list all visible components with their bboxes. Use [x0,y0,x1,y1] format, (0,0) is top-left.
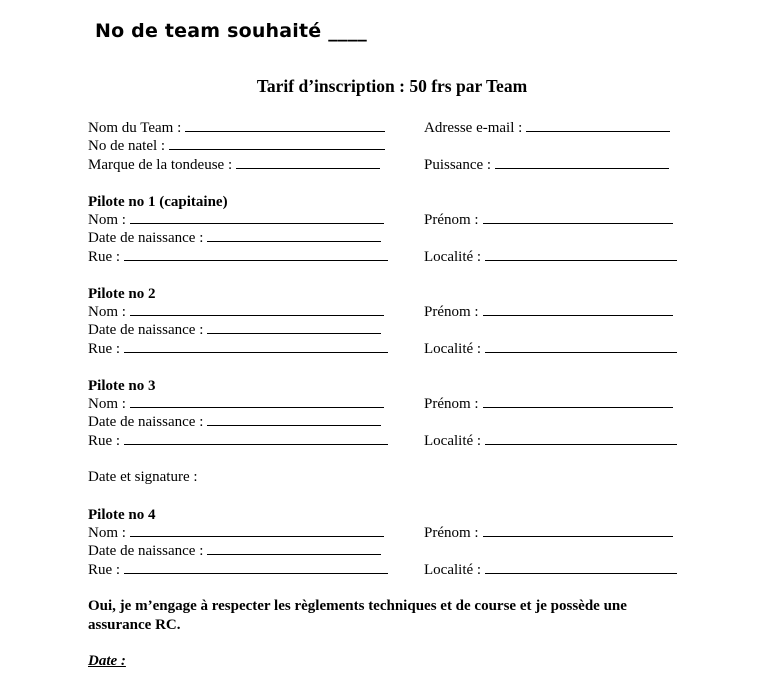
pilot-2-birthdate-field [88,321,381,339]
signature-label: Date et signature : [88,469,198,485]
pilot-4-birthdate-label: Date de naissance : [88,543,204,559]
pilot-1-name-field [88,211,384,229]
mower-brand-label: Marque de la tondeuse : [88,157,233,173]
pilot-4-name-field [88,524,384,542]
pilot-4-birthdate-line[interactable] [207,543,381,555]
engagement-statement: Oui, je m’engage à respecter les règlements techniques et de course et je possède une assurance RC. [88,598,627,633]
mower-brand-line[interactable] [236,157,380,169]
pilot-3-heading: Pilote no 3 [88,378,156,394]
pilot-1-street-label: Rue : [88,249,121,265]
pilot-4-street-line[interactable] [124,562,388,574]
email-label: Adresse e-mail : [424,120,523,136]
pilot-1-name-label: Nom : [88,212,126,228]
pilot-3-firstname-line[interactable] [483,396,673,408]
pilot-4-locality-line[interactable] [485,562,677,574]
natel-label: No de natel : [88,138,166,154]
pilot-4-name-line[interactable] [130,525,384,537]
pilot-3-birthdate-label: Date de naissance : [88,414,204,430]
pilot-2-birthdate-line[interactable] [207,322,381,334]
pilot-4-firstname-line[interactable] [483,525,673,537]
pilot-4-birthdate-field [88,542,381,560]
pilot-4-street-field [88,561,388,579]
pilot-2-street-line[interactable] [124,341,388,353]
registration-fee: Tarif d’inscription : 50 frs par Team [256,76,528,96]
pilot-3-street-label: Rue : [88,433,121,449]
pilot-1-street-field [88,248,388,266]
pilot-2-name-label: Nom : [88,304,126,320]
pilot-1-birthdate-label: Date de naissance : [88,230,204,246]
pilot-4-locality-field [424,561,677,579]
pilot-1-birthdate-field [88,229,381,247]
pilot-4-locality-label: Localité : [424,562,482,578]
pilot-3-locality-label: Localité : [424,433,482,449]
pilot-1-locality-label: Localité : [424,249,482,265]
mower-brand-field [88,156,380,174]
pilot-3-firstname-field [424,395,673,413]
natel-field [88,137,385,155]
pilot-1-birthdate-line[interactable] [207,230,381,242]
pilot-2-firstname-label: Prénom : [424,304,479,320]
pilot-4-street-label: Rue : [88,562,121,578]
pilot-1-firstname-field [424,211,673,229]
pilot-4-name-label: Nom : [88,525,126,541]
pilot-2-heading: Pilote no 2 [88,286,156,302]
pilot-3-street-field [88,432,388,450]
team-name-field [88,119,385,137]
pilot-2-birthdate-label: Date de naissance : [88,322,204,338]
pilot-3-birthdate-field [88,413,381,431]
pilot-1-firstname-line[interactable] [483,212,673,224]
pilot-2-name-field [88,303,384,321]
pilot-1-firstname-label: Prénom : [424,212,479,228]
pilot-2-locality-label: Localité : [424,341,482,357]
pilot-3-firstname-label: Prénom : [424,396,479,412]
pilot-4-firstname-label: Prénom : [424,525,479,541]
pilot-3-name-line[interactable] [130,396,384,408]
date-label: Date : [88,653,126,669]
pilot-2-firstname-line[interactable] [483,304,673,316]
power-label: Puissance : [424,157,492,173]
pilot-2-locality-field [424,340,677,358]
pilot-1-name-line[interactable] [130,212,384,224]
team-name-line[interactable] [185,120,385,132]
pilot-3-birthdate-line[interactable] [207,414,381,426]
pilot-1-locality-line[interactable] [485,249,677,261]
email-line[interactable] [526,120,670,132]
natel-line[interactable] [169,138,385,150]
power-line[interactable] [495,157,669,169]
pilot-2-street-field [88,340,388,358]
power-field [424,156,669,174]
pilot-3-street-line[interactable] [124,433,388,445]
pilot-3-name-label: Nom : [88,396,126,412]
pilot-1-street-line[interactable] [124,249,388,261]
team-number-title: No de team souhaité ____ [95,20,368,42]
pilot-3-locality-field [424,432,677,450]
email-field [424,119,670,137]
pilot-1-heading: Pilote no 1 (capitaine) [88,194,228,210]
pilot-2-firstname-field [424,303,673,321]
team-name-label: Nom du Team : [88,120,182,136]
pilot-1-locality-field [424,248,677,266]
pilot-4-heading: Pilote no 4 [88,507,156,523]
pilot-2-street-label: Rue : [88,341,121,357]
pilot-4-firstname-field [424,524,673,542]
pilot-2-name-line[interactable] [130,304,384,316]
pilot-3-locality-line[interactable] [485,433,677,445]
pilot-2-locality-line[interactable] [485,341,677,353]
pilot-3-name-field [88,395,384,413]
